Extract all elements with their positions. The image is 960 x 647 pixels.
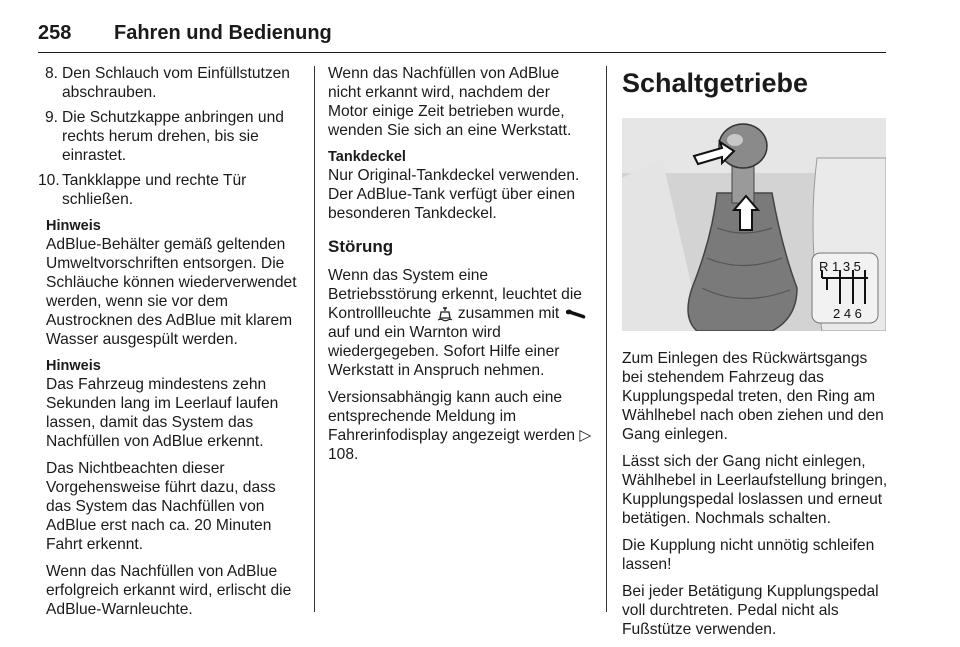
column-left xyxy=(38,64,300,627)
subheading-tankdeckel: Tankdeckel xyxy=(328,149,406,165)
subheading-stoerung: Störung xyxy=(328,237,394,256)
paragraph: Wenn das Nachfüllen von AdBlue nicht erkannt wird, nachdem der Motor einige Zeit betrieben wurde, wenden Sie sich an eine Werkstatt. xyxy=(328,65,572,139)
gear-lever-illustration xyxy=(622,118,886,331)
adblue-warning-icon xyxy=(436,306,454,322)
wrench-icon xyxy=(564,307,588,321)
paragraph xyxy=(328,388,594,464)
paragraph: Zum Einlegen des Rückwärtsgangs bei stehendem Fahrzeug das Kupplungspedal treten, den Ring am Wählhebel nach oben ziehen und den Gang einlegen. xyxy=(622,350,884,443)
gear-pattern-bottom-labels: 2 4 6 xyxy=(833,306,862,321)
stoerung-text-b: zusammen mit xyxy=(457,305,560,322)
note-text: AdBlue-Behälter gemäß geltenden Umweltvorschriften entsorgen. Die Schläuche können wiederverwendet werden, wenn sie vor dem Austrocknen des AdBlue mit klarem Wasser ausgespült werden. xyxy=(46,236,297,348)
column-right xyxy=(622,64,888,647)
step-number: 9. xyxy=(44,109,58,126)
gear-lever-drawing xyxy=(622,118,886,331)
step-text: Tankklappe und rechte Tür schließen. xyxy=(62,172,247,208)
section-heading: Schaltgetriebe xyxy=(622,68,809,98)
page-number: 258 xyxy=(38,22,72,44)
step-number: 10. xyxy=(38,172,60,189)
stoerung-text-c: auf und ein Warnton wird wiedergegeben. Sofort Hilfe einer Werkstatt in Anspruch nehmen. xyxy=(328,324,560,379)
paragraph: Lässt sich der Gang nicht einlegen, Wählhebel in Leerlaufstellung bringen, Kupplungspedal loslassen und erneut betätigen. Nochmals schalten. xyxy=(622,453,888,527)
list-item xyxy=(38,171,300,209)
column-middle xyxy=(328,64,594,472)
stoerung-text-a: Wenn das System eine Betriebsstörung erkennt, leuchtet die Kontrollleuchte xyxy=(328,267,582,322)
paragraph: Bei jeder Betätigung Kupplungspedal voll durchtreten. Pedal nicht als Fußstütze verwenden. xyxy=(622,583,879,638)
step-text: Den Schlauch vom Einfüllstutzen abschrauben. xyxy=(62,65,290,101)
page-header xyxy=(38,22,886,53)
note-paragraph: Wenn das Nachfüllen von AdBlue erfolgreich erkannt wird, erlischt die AdBlue-Warnleuchte. xyxy=(46,563,292,618)
page-reference[interactable]: 108. xyxy=(328,446,359,463)
list-item xyxy=(38,108,300,165)
paragraph: Die Kupplung nicht unnötig schleifen lassen! xyxy=(622,537,875,573)
step-text: Die Schutzkappe anbringen und rechts herum drehen, bis sie einrastet. xyxy=(62,109,284,164)
step-number: 8. xyxy=(44,65,58,82)
note-title: Hinweis xyxy=(46,218,101,234)
note-block xyxy=(38,217,300,349)
gear-pattern-top-labels: R 1 3 5 xyxy=(819,259,861,274)
steps-list xyxy=(38,64,300,209)
version-text: Versionsabhängig kann auch eine entsprechende Meldung im Fahrerinfodisplay angezeigt werden xyxy=(328,389,576,444)
section-title: Fahren und Bedienung xyxy=(114,22,332,44)
column-divider xyxy=(314,66,315,612)
column-divider xyxy=(606,66,607,612)
paragraph: Nur Original-Tankdeckel verwenden. Der AdBlue-Tank verfügt über einen besonderen Tankdeckel. xyxy=(328,167,580,222)
note-block xyxy=(38,357,300,619)
note-paragraph: Das Nichtbeachten dieser Vorgehensweise führt dazu, dass das System das Nachfüllen von AdBlue erst nach ca. 20 Minuten Fahrt erkennt. xyxy=(46,460,276,553)
page-reference-arrow-icon: ▷ xyxy=(579,427,592,444)
paragraph xyxy=(328,266,594,380)
list-item xyxy=(38,64,300,102)
note-title: Hinweis xyxy=(46,358,101,374)
note-paragraph: Das Fahrzeug mindestens zehn Sekunden lang im Leerlauf laufen lassen, damit das System das Nachfüllen von AdBlue erkennt. xyxy=(46,376,279,450)
